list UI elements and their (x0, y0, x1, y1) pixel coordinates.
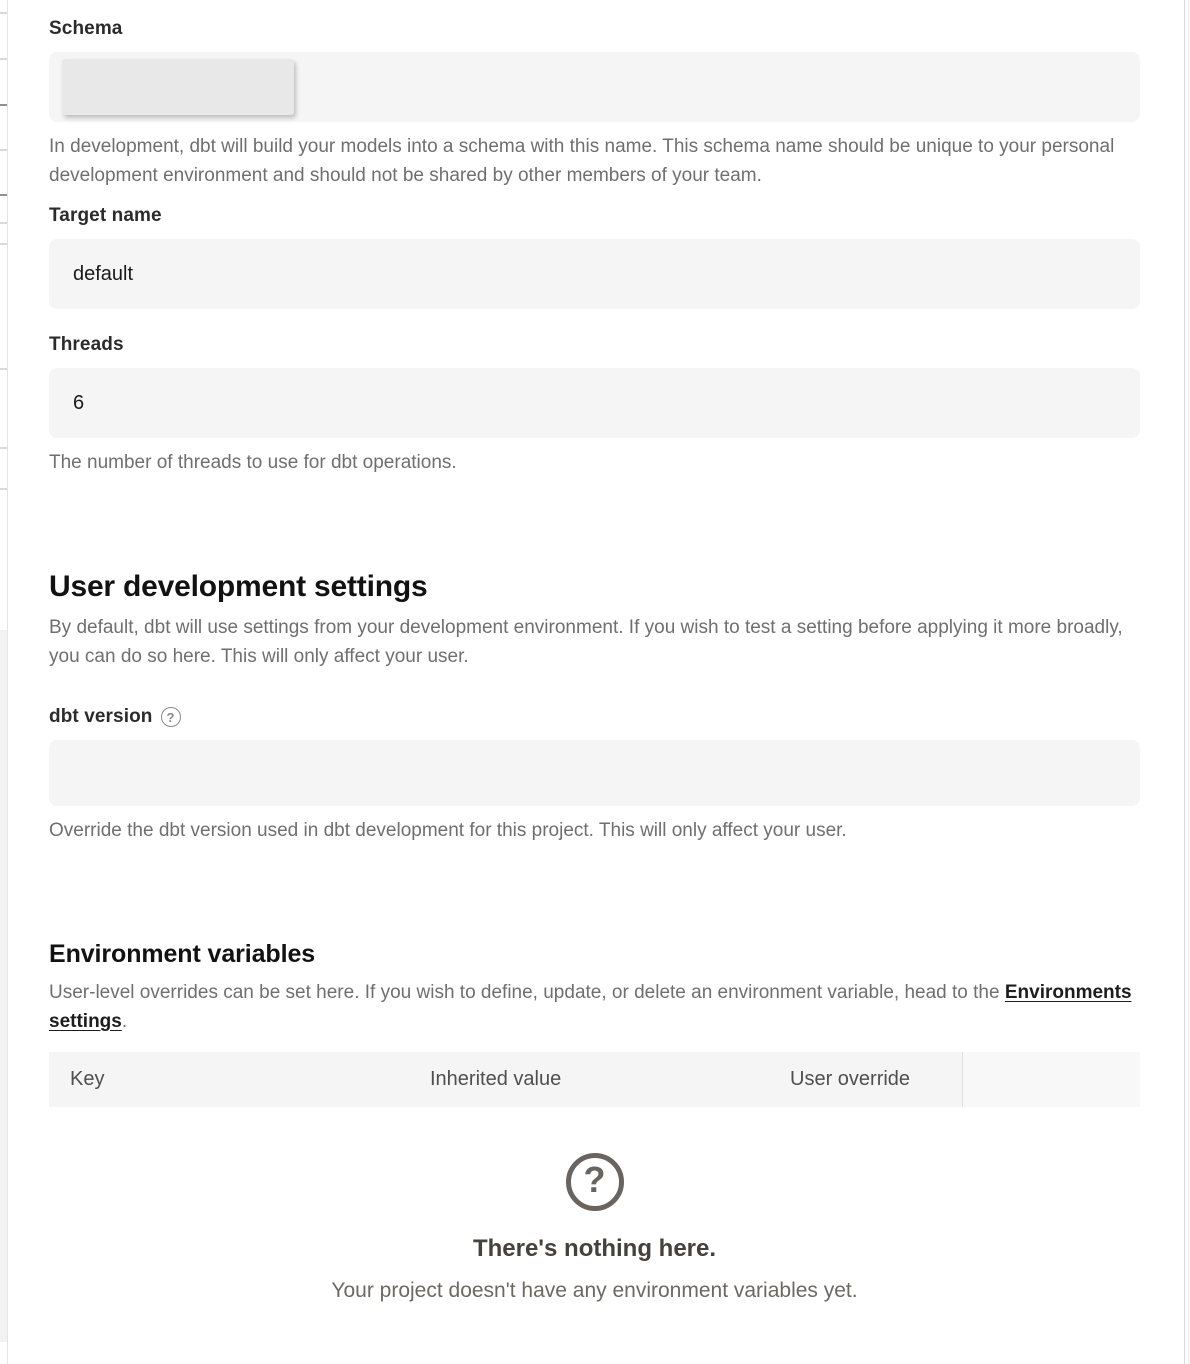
left-edge-tick (0, 243, 7, 245)
column-header-user-override: User override (790, 1068, 911, 1090)
help-icon[interactable]: ? (161, 707, 181, 727)
environment-variables-description-period: . (121, 1011, 128, 1032)
threads-help-text: The number of threads to use for dbt operations. (49, 452, 457, 473)
user-development-settings-description: By default, dbt will use settings from your development environment. If you wish to test a setting before applying it more broadly, you can do so here. This will only affect your user. (49, 617, 1123, 667)
dbt-version-input[interactable] (49, 740, 1140, 806)
left-edge-tick (0, 222, 7, 224)
env-variables-empty-state (49, 1153, 1140, 1303)
environments-settings-link[interactable]: Environments settings (49, 982, 1132, 1032)
schema-help-text: In development, dbt will build your models into a schema with this name. This schema name should be unique to your personal development environment and should not be shared by other members of your team. (49, 136, 1115, 186)
environment-variables-title: Environment variables (49, 940, 316, 968)
project-credentials-settings (49, 18, 1140, 1303)
left-edge-tick (0, 194, 7, 196)
dbt-version-help-text: Override the dbt version used in dbt development for this project. This will only affect your user. (49, 820, 847, 841)
column-header-key: Key (70, 1068, 105, 1090)
left-panel-edge (0, 0, 8, 1364)
threads-label: Threads (49, 334, 124, 355)
empty-state-message: Your project doesn't have any environment variables yet. (331, 1279, 858, 1302)
empty-state-title: There's nothing here. (472, 1235, 717, 1262)
left-edge-tick (0, 149, 7, 151)
left-edge-tick (0, 368, 7, 370)
left-edge-tick (0, 447, 7, 449)
left-edge-tick (0, 58, 7, 60)
column-header-inherited-value: Inherited value (430, 1068, 562, 1090)
left-edge-fill (0, 630, 7, 1342)
user-development-settings-title: User development settings (49, 570, 428, 603)
question-circle-icon: ? (566, 1153, 624, 1211)
schema-input[interactable] (49, 52, 1140, 122)
dbt-version-label: dbt version (49, 706, 153, 727)
target-name-input[interactable] (49, 239, 1140, 309)
schema-label: Schema (49, 18, 123, 39)
environment-variables-description-text: User-level overrides can be set here. If you wish to define, update, or delete an environment variable, head to the (49, 982, 1005, 1003)
schema-redacted-value (62, 59, 294, 115)
left-edge-tick (0, 104, 7, 106)
env-variables-table-header (49, 1052, 1140, 1107)
column-header-actions (962, 1052, 1140, 1107)
left-edge-tick (0, 488, 7, 490)
scrollbar-track-edge[interactable] (1184, 0, 1189, 1364)
threads-input[interactable] (49, 368, 1140, 438)
left-edge-tick (0, 12, 7, 14)
target-name-label: Target name (49, 205, 162, 226)
environment-variables-description (49, 978, 1140, 1036)
